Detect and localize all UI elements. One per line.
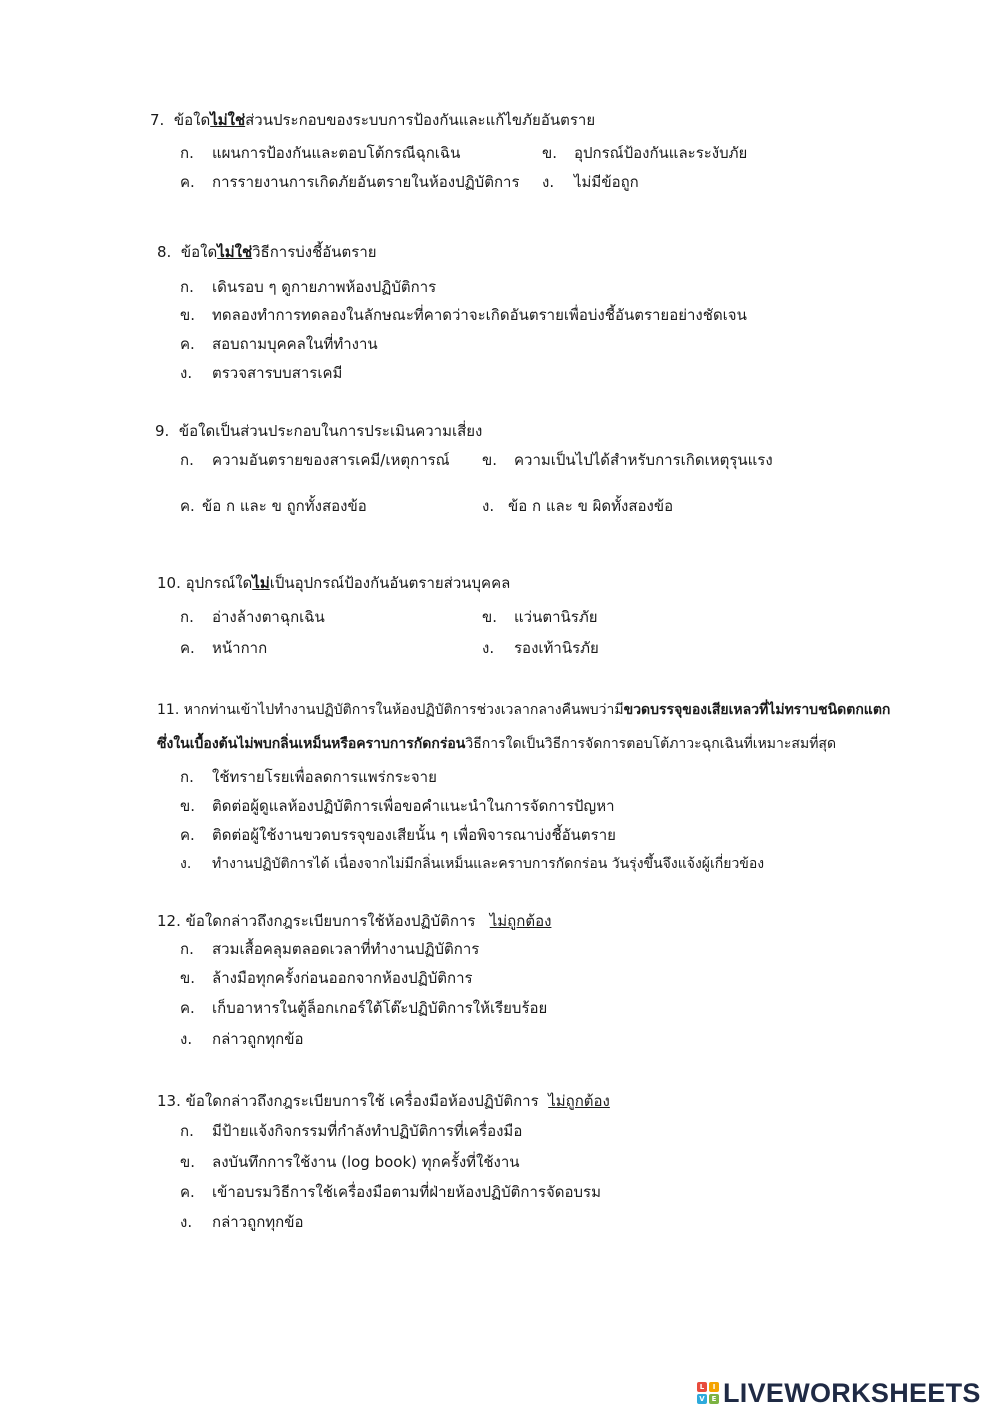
option-11c[interactable]: ค. ติดต่อผู้ใช้งานขวดบรรจุของเสียนั้น ๆ เพื่อพิจารณาบ่งชี้อันตราย [180, 826, 616, 844]
option-9a[interactable]: ก. ความอันตรายของสารเคมี/เหตุการณ์ [180, 451, 450, 469]
option-11a[interactable]: ก. ใช้ทรายโรยเพื่อลดการแพร่กระจาย [180, 768, 437, 786]
question-number: 8. [157, 243, 172, 261]
question-number: 11. [157, 702, 180, 718]
option-8c[interactable]: ค. สอบถามบุคคลในที่ทำงาน [180, 335, 378, 353]
question-10: 10. อุปกรณ์ใดไม่เป็นอุปกรณ์ป้องกันอันตรายส่วนบุคคล [157, 574, 511, 592]
option-9d[interactable]: ง. ข้อ ก และ ข ผิดทั้งสองข้อ [482, 497, 674, 515]
option-9b[interactable]: ข. ความเป็นไปได้สำหรับการเกิดเหตุรุนแรง [482, 451, 773, 469]
emphasis-not: ไม่ [252, 574, 270, 592]
question-7: 7. ข้อใดไม่ใช่ส่วนประกอบของระบบการป้องกันและแก้ไขภัยอันตราย [150, 111, 596, 129]
option-10b[interactable]: ข. แว่นตานิรภัย [482, 608, 598, 626]
emphasis-bold: ซึ่งในเบื้องต้นไม่พบกลิ่นเหม็นหรือคราบการกัดกร่อน [157, 736, 466, 752]
question-8: 8. ข้อใดไม่ใช่วิธีการบ่งชี้อันตราย [157, 243, 377, 261]
emphasis-bold: ขวดบรรจุของเสียเหลวที่ไม่ทราบชนิดตกแตก [623, 702, 891, 718]
option-12a[interactable]: ก. สวมเสื้อคลุมตลอดเวลาที่ทำงานปฏิบัติการ [180, 940, 480, 958]
question-9: 9. ข้อใดเป็นส่วนประกอบในการประเมินความเสี่ยง [155, 422, 483, 440]
option-8d[interactable]: ง. ตรวจสารบบสารเคมี [180, 364, 343, 382]
option-7c[interactable]: ค. การรายงานการเกิดภัยอันตรายในห้องปฏิบัติการ [180, 173, 520, 191]
question-number: 9. [155, 422, 170, 440]
option-9c[interactable]: ค. ข้อ ก และ ข ถูกทั้งสองข้อ [180, 497, 367, 515]
option-7d[interactable]: ง. ไม่มีข้อถูก [542, 173, 639, 191]
option-7a[interactable]: ก. แผนการป้องกันและตอบโต้กรณีฉุกเฉิน [180, 144, 461, 162]
option-7b[interactable]: ข. อุปกรณ์ป้องกันและระงับภัย [542, 144, 748, 162]
option-10c[interactable]: ค. หน้ากาก [180, 639, 268, 657]
option-13c[interactable]: ค. เข้าอบรมวิธีการใช้เครื่องมือตามที่ฝ่ายห้องปฏิบัติการจัดอบรม [180, 1183, 601, 1201]
question-number: 12. [157, 912, 181, 930]
option-13b[interactable]: ข. ลงบันทึกการใช้งาน (log book) ทุกครั้งที่ใช้งาน [180, 1153, 520, 1171]
option-11b[interactable]: ข. ติดต่อผู้ดูแลห้องปฏิบัติการเพื่อขอคำแนะนำในการจัดการปัญหา [180, 797, 615, 815]
option-8a[interactable]: ก. เดินรอบ ๆ ดูกายภาพห้องปฏิบัติการ [180, 278, 437, 296]
option-12b[interactable]: ข. ล้างมือทุกครั้งก่อนออกจากห้องปฏิบัติการ [180, 969, 473, 987]
option-10d[interactable]: ง. รองเท้านิรภัย [482, 639, 599, 657]
option-8b[interactable]: ข. ทดลองทำการทดลองในลักษณะที่คาดว่าจะเกิดอันตรายเพื่อบ่งชี้อันตรายอย่างชัดเจน [180, 306, 747, 324]
liveworksheets-logo[interactable] [697, 1378, 981, 1408]
option-12c[interactable]: ค. เก็บอาหารในตู้ล็อกเกอร์ใต้โต๊ะปฏิบัติการให้เรียบร้อย [180, 999, 548, 1017]
emphasis-not: ไม่ใช่ [210, 111, 246, 129]
option-13d[interactable]: ง. กล่าวถูกทุกข้อ [180, 1213, 304, 1231]
emphasis-incorrect: ไม่ถูกต้อง [548, 1092, 610, 1110]
question-number: 7. [150, 111, 165, 129]
question-number: 13. [157, 1092, 181, 1110]
question-11-line2: ซึ่งในเบื้องต้นไม่พบกลิ่นเหม็นหรือคราบการกัดกร่อนวิธีการใดเป็นวิธีการจัดการตอบโต้ภาวะฉุกเฉินที่เหมาะสมที่สุด [157, 736, 837, 752]
option-11d[interactable]: ง. ทำงานปฏิบัติการได้ เนื่องจากไม่มีกลิ่นเหม็นและคราบการกัดกร่อน วันรุ่งขึ้นจึงแจ้งผู้เกี่ยวข้อง [180, 856, 765, 872]
question-13: 13. ข้อใดกล่าวถึงกฎระเบียบการใช้ เครื่องมือห้องปฏิบัติการ ไม่ถูกต้อง [157, 1092, 610, 1110]
logo-text: LIVEWORKSHEETS [723, 1377, 981, 1408]
emphasis-incorrect: ไม่ถูกต้อง [489, 912, 552, 930]
question-12: 12. ข้อใดกล่าวถึงกฎระเบียบการใช้ห้องปฏิบัติการ ไม่ถูกต้อง [157, 912, 552, 930]
question-11-line1: 11. หากท่านเข้าไปทำงานปฏิบัติการในห้องปฏิบัติการช่วงเวลากลางคืนพบว่ามีขวดบรรจุของเสียเหลวที่ไม่ทราบชนิดตกแตก [157, 702, 891, 718]
option-10a[interactable]: ก. อ่างล้างตาฉุกเฉิน [180, 608, 325, 626]
option-12d[interactable]: ง. กล่าวถูกทุกข้อ [180, 1030, 304, 1048]
logo-icon: L I V E [697, 1382, 719, 1404]
emphasis-not: ไม่ใช่ [217, 243, 253, 261]
option-13a[interactable]: ก. มีป้ายแจ้งกิจกรรมที่กำลังทำปฏิบัติการที่เครื่องมือ [180, 1122, 523, 1140]
question-number: 10. [157, 574, 181, 592]
